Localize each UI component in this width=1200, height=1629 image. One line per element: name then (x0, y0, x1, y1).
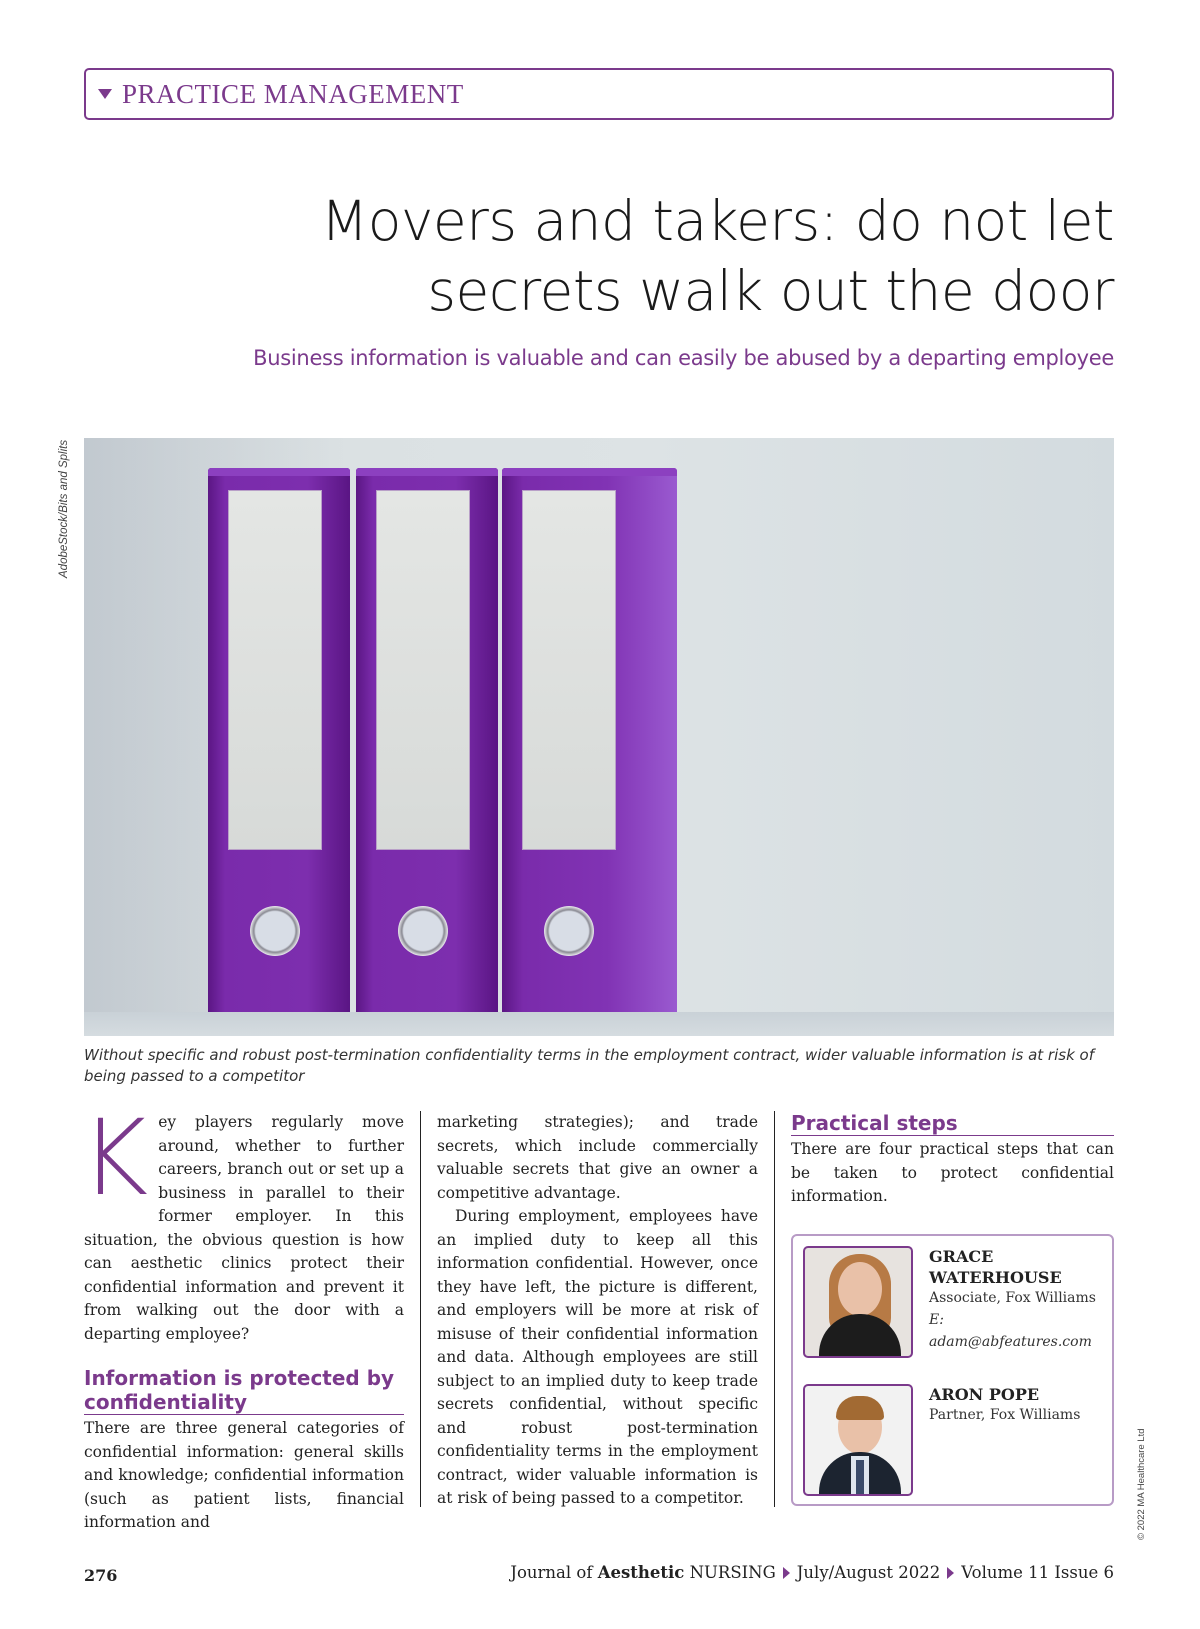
image-caption: Without specific and robust post-termination confidentiality terms in the employment contract, wider valuable information is at risk of being passed to a competitor (84, 1046, 1094, 1085)
binder-label-slot (376, 490, 470, 850)
hair (836, 1396, 884, 1420)
paragraph-categories-cont: marketing strategies); and trade secrets, which include commercially valuable secrets that give an owner a competitive advantage. (437, 1113, 758, 1202)
copyright-notice: © 2022 MA Healthcare Ltd (1136, 1428, 1147, 1540)
author-photo (803, 1384, 913, 1496)
binder-1 (208, 468, 350, 1036)
article-subtitle: Business information is valuable and can easily be abused by a departing employee (253, 346, 1114, 370)
section-label: PRACTICE MANAGEMENT (122, 78, 464, 109)
shelf (84, 1012, 1114, 1036)
author-email: E: adam@abfeatures.com (929, 1312, 1092, 1350)
binder-label-slot (522, 490, 616, 850)
journal-suffix: NURSING (684, 1563, 776, 1582)
author-name: ARON POPE (929, 1385, 1040, 1404)
intro-text: ey players regularly move around, whether to further careers, branch out or set up a business in parallel to their former employer. In this situation, the obvious question is how can aesthetic clinics protect their confidential information and prevent it from walking out the door with a departing employee? (84, 1113, 404, 1343)
face (838, 1262, 882, 1316)
triangle-down-icon (98, 89, 112, 99)
binder-3 (502, 468, 677, 1036)
heading-practical-steps: Practical steps (791, 1111, 1114, 1136)
binder-ring (398, 906, 448, 956)
intro-paragraph (80, 1097, 404, 1346)
column-3 (791, 1111, 1114, 1209)
triangle-right-icon (947, 1567, 954, 1579)
journal-name (510, 1563, 775, 1582)
tie (856, 1460, 864, 1496)
paragraph-during-employment: During employment, employees have an implied duty to keep all this information confidential. However, once they have left, the picture is different, and employers will be more at risk of misuse of their confidential information and data. Although employees are still subject to an implied duty to keep trade secrets confidential, without specific and robust post-termination confidentiality terms in the employment contract, wider valuable information is at risk of being passed to a competitor. (437, 1207, 758, 1507)
issue-date: July/August 2022 (796, 1563, 941, 1582)
binder-ring (250, 906, 300, 956)
triangle-right-icon (783, 1567, 790, 1579)
heading-confidentiality: Information is protected by confidentiality (84, 1366, 404, 1415)
author-box (791, 1234, 1114, 1506)
author-name: GRACE WATERHOUSE (929, 1247, 1062, 1287)
column-divider (420, 1111, 421, 1507)
volume-issue: Volume 11 Issue 6 (961, 1563, 1114, 1582)
binder-edge (356, 468, 498, 476)
hero-image-binders (84, 438, 1114, 1036)
column-2 (437, 1111, 758, 1511)
page-number: 276 (84, 1566, 118, 1585)
drop-cap: K (80, 1097, 149, 1219)
binder-2 (356, 468, 498, 1036)
column-1 (80, 1097, 404, 1535)
article-title (214, 186, 1114, 326)
footer-journal-info (510, 1563, 1114, 1582)
binder-label-slot (228, 490, 322, 850)
title-line-1: Movers and takers: do not let (320, 189, 1114, 253)
author-photo (803, 1246, 913, 1358)
journal-prefix: Journal of (510, 1563, 598, 1582)
author-info (929, 1384, 1109, 1426)
paragraph-categories: There are three general categories of confidential information: general skills and knowledge; confidential information (such as patient lists, financial information and (84, 1419, 404, 1531)
image-credit: AdobeStock/Bits and Splits (58, 439, 70, 578)
section-banner (84, 68, 1114, 120)
title-line-2: secrets walk out the door (427, 259, 1114, 323)
column-divider (774, 1111, 775, 1507)
journal-bold: Aesthetic (597, 1563, 685, 1582)
binder-edge (502, 468, 677, 476)
binder-edge (208, 468, 350, 476)
binder-ring (544, 906, 594, 956)
paragraph-practical-steps: There are four practical steps that can be taken to protect confidential information. (791, 1140, 1114, 1205)
author-role: Partner, Fox Williams (929, 1407, 1081, 1423)
author-role: Associate, Fox Williams (929, 1290, 1096, 1306)
author-info (929, 1246, 1109, 1353)
